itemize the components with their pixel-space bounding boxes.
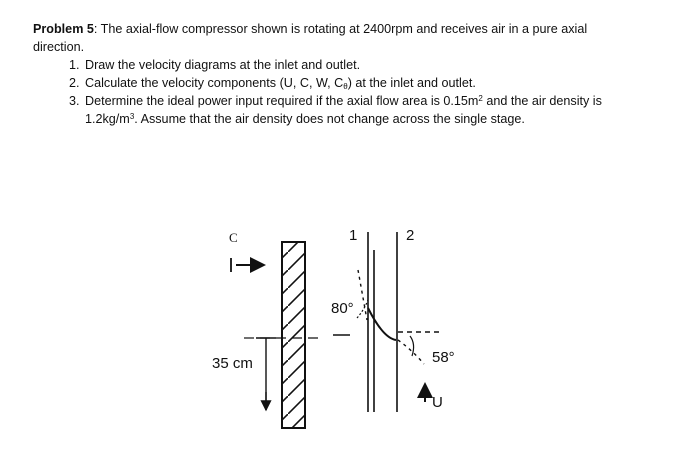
inlet-angle-arc	[357, 300, 368, 318]
label-radius: 35 cm	[212, 355, 253, 372]
task-text-line2a: 1.2kg/m	[85, 112, 130, 126]
outlet-angle-arc	[410, 336, 414, 356]
task-text: Draw the velocity diagrams at the inlet and outlet.	[85, 58, 361, 72]
problem-statement-line1: : The axial-flow compressor shown is rotating at 2400rpm and receives air in a pure axial	[93, 22, 588, 36]
label-station-2: 2	[406, 227, 415, 244]
task-subscript: θ	[343, 82, 348, 91]
blade-profile	[368, 308, 396, 340]
problem-statement-line2: direction.	[33, 40, 85, 54]
problem-label: Problem 5	[33, 22, 94, 36]
compressor-shaft	[282, 242, 305, 428]
outlet-angle-dashes	[398, 340, 424, 364]
label-angle-outlet: 58°	[432, 349, 455, 366]
task-text-after: ) at the inlet and outlet.	[347, 76, 476, 90]
label-u: U	[432, 394, 443, 411]
label-angle-inlet: 80°	[331, 300, 354, 317]
task-text-line2b: . Assume that the air density does not change across the single stage.	[134, 112, 525, 126]
label-station-1: 1	[349, 227, 358, 244]
inlet-angle-dashes	[358, 270, 367, 320]
label-c: C	[229, 230, 238, 245]
task-superscript: 2	[478, 94, 483, 103]
task-superscript: 3	[129, 112, 135, 121]
task-text-line1b: and the air density is	[482, 94, 602, 108]
task-text-line1a: Determine the ideal power input required if the axial flow area is 0.15m	[85, 94, 479, 108]
task-text-before: Calculate the velocity components (U, C, W, C	[85, 76, 344, 90]
